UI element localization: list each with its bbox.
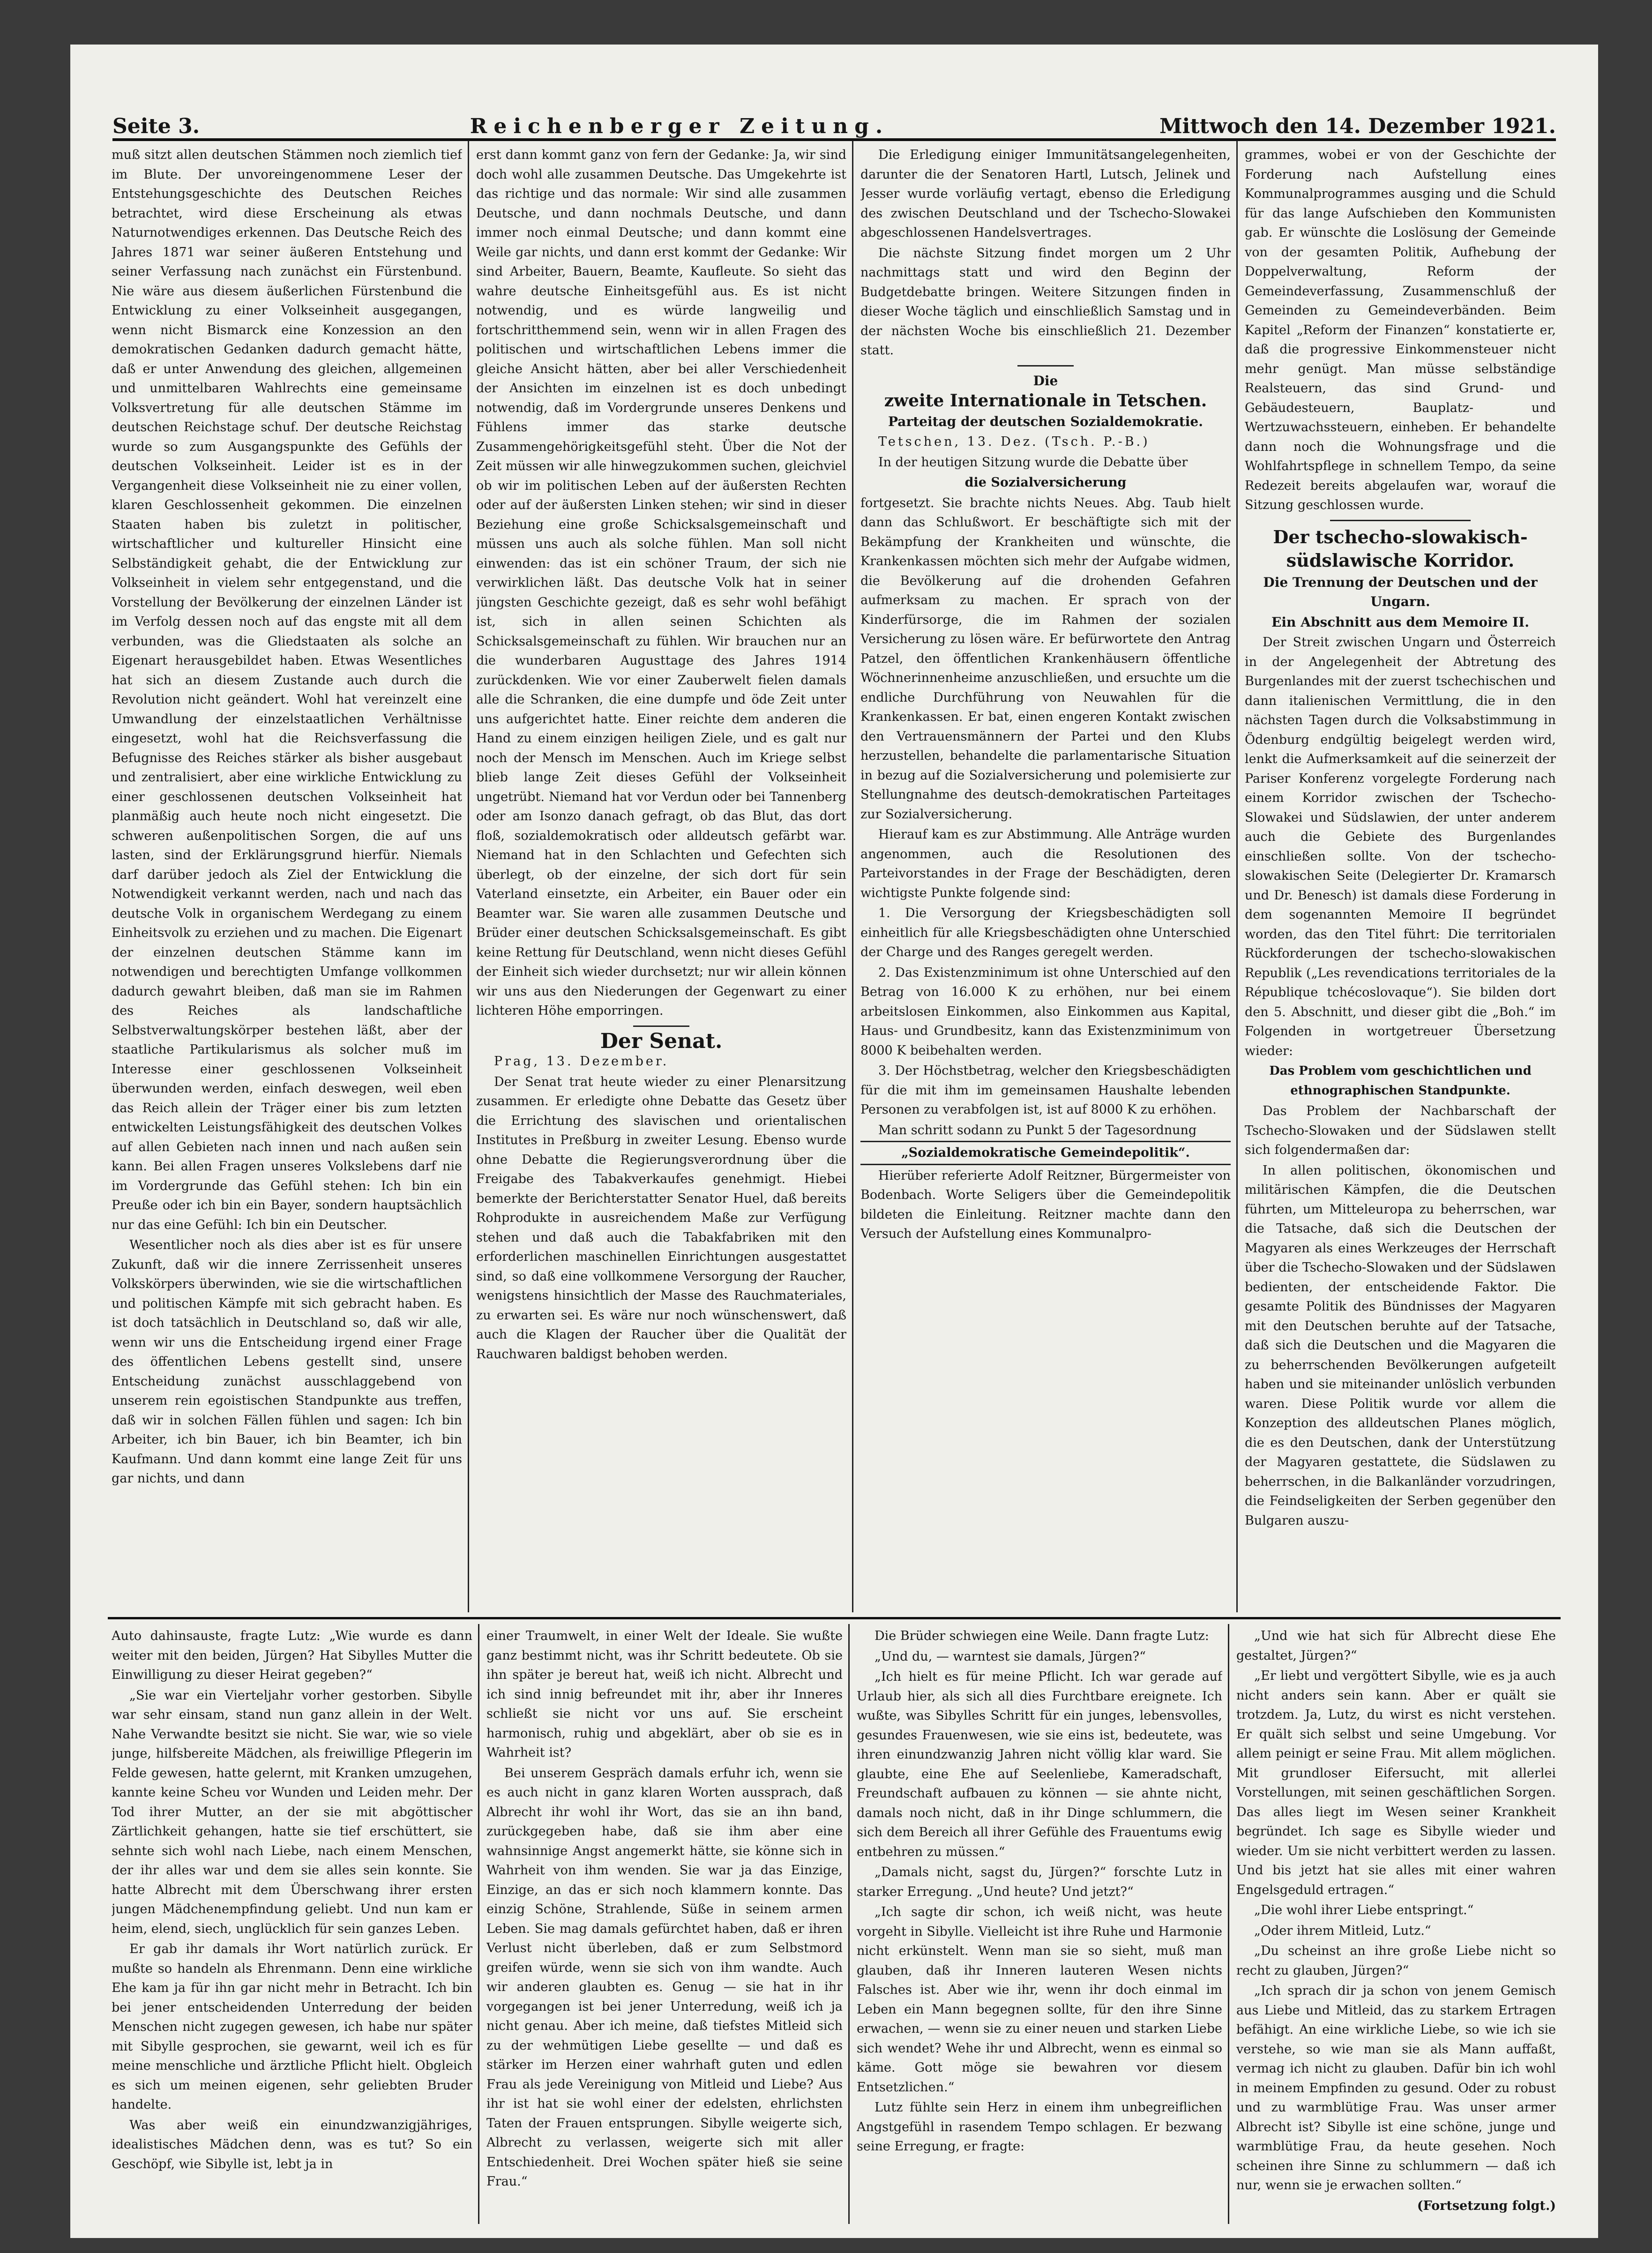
feuilleton-column-4	[1236, 1626, 1556, 2226]
article-paragraph: Wesentlicher noch als dies aber ist es für unsere Zukunft, daß wir die innere Zerrissenheit unseres Volkskörpers überwinden, wie sie die wirtschaftlichen und politischen Kämpfe mit sich gebracht haben. Es ist doch tatsächlich in Deutschland so, daß wir alle, wenn wir uns die Entscheidung irgend einer Frage des öffentlichen Lebens gestellt sind, unsere Entscheidung zunächst ausschlaggebend von unserem rein egoistischen Standpunkte aus treffen, daß wir in solchen Fällen fühlen und sagen: Ich bin Arbeiter, ich bin Bauer, ich bin Beamter, ich bin Kaufmann. Und dann kommt eine lange Zeit für uns gar nichts, und dann	[112, 1238, 462, 1486]
story-paragraph: „Er liebt und vergöttert Sibylle, wie es ja auch nicht anders sein kann. Aber er quält sie trotzdem. Ja, Lutz, du wirst es nicht verstehen. Er quält sich selbst und seine Umgebung. Vor allem peinigt er seine Frau. Mit allem möglichen. Mit grundloser Eifersucht, mit allerlei Vorstellungen, mit seinen geschäftlichen Sorgen. Das alles liegt im Wesen seiner Krankheit begründet. Ich sage es Sibylle wieder und wieder. Um sie nicht verbittert werden zu lassen. Und bis jetzt hat sie alles mit einer wahren Engelsgeduld ertragen.“	[1236, 1669, 1556, 1897]
feuilleton-divider	[108, 1617, 1561, 1619]
article-paragraph: grammes, wobei er von der Geschichte der Forderung nach Aufstellung eines Kommunalprogrammes ausging und die Schuld für das lange Aufschieben den Kommunisten gab. Er wünschte die Loslösung der Gemeinde von der gesamten Politik, Aufhebung der Doppelverwaltung, Reform der Gemeindeverfassung, Zusammenschluß der Gemeinden zu Gemeindeverbänden. Beim Kapitel „Reform der Finanzen“ konstatierte er, daß die progressive Einkommensteuer nicht mehr genügt. Man müsse selbständige Realsteuern, das sind Grund- und Gebäudesteuern, Bauplatz- und Wertzuwachssteuern, einheben. Er behandelte dann noch die Wohnungsfrage und die Wohlfahrtspflege in schnellem Tempo, da seine Redezeit bereits abgelaufen war, worauf die Sitzung geschlossen wurde.	[1245, 148, 1556, 512]
story-paragraph: „Damals nicht, sagst du, Jürgen?“ forschte Lutz in starker Erregung. „Und heute? Und jetzt?“	[857, 1865, 1222, 1899]
article-paragraph: In der heutigen Sitzung wurde die Debatte über	[878, 455, 1188, 470]
article-paragraph: In allen politischen, ökonomischen und militärischen Kämpfen, die die Deutschen führten, um Mitteleuropa zu beherrschen, war die Tatsache, daß sich die Deutschen der Magyaren als eines Werkzeuges der Herrschaft über die Tschecho-Slowaken und der Südslawen bedienten, der entscheidende Faktor. Die gesamte Politik des Bündnisses der Magyaren mit den Deutschen beruhte auf der Tatsache, daß sich die Deutschen und die Magyaren die zu beherrschenden Bevölkerungen aufgeteilt haben und sie miteinander unlöslich verbunden waren. Diese Politik wurde vor allem die Konzeption des alldeutschen Planes möglich, die es den Deutschen, dank der Unterstützung der Magyaren gestattete, die Südslawen zu beherrschen, in die Balkanländer vorzudringen, die Feindseligkeiten der Serben gegenüber den Bulgaren auszu-	[1245, 1163, 1556, 1528]
section-divider	[1017, 365, 1074, 367]
column-rule	[1228, 1624, 1229, 2224]
feuilleton-column-3	[857, 1626, 1222, 2226]
continuation-note: (Fortsetzung folgt.)	[1417, 2198, 1556, 2213]
story-paragraph: einer Traumwelt, in einer Welt der Ideale. Sie wußte ganz bestimmt nicht, was ihr Schritt bedeutete. Ob sie ihn später je bereut hat, weiß ich nicht. Albrecht und ich sind innig befreundet mit ihr, aber ihr Inneres schließt sie nicht vor uns auf. Sie erscheint harmonisch, ruhig und abgeklärt, aber ob sie es in Wahrheit ist?	[486, 1629, 843, 1760]
article-paragraph: 1. Die Versorgung der Kriegsbeschädigten soll einheitlich für alle Kriegsbeschädigten ohne Unterschied der Charge und des Ranges geregelt werden.	[860, 906, 1231, 959]
page-number: Seite 3.	[112, 114, 200, 138]
story-paragraph: Lutz fühlte sein Herz in einem ihm unbegreiflichen Angstgefühl in rasendem Tempo schlagen. Er bezwang seine Erregung, er fragte:	[857, 2100, 1222, 2154]
topic-line: die Sozialversicherung	[964, 475, 1127, 490]
story-paragraph: Was aber weiß ein einundzwanzigjähriges, idealistisches Mädchen denn, was es tut? So ein Geschöpf, wie Sibylle ist, lebt ja in	[112, 2118, 472, 2171]
story-paragraph: „Oder ihrem Mitleid, Lutz.“	[1254, 1923, 1431, 1938]
article-paragraph: Der Senat trat heute wieder zu einer Plenarsitzung zusammen. Er erledigte ohne Debatte das Gesetz über die Errichtung des slavischen und orientalischen Institutes in Preßburg in zweiter Lesung. Ebenso wurde ohne Debatte die Regierungsverordnung über die Freigabe des Tabakverkaufes genehmigt. Hiebei bemerkte der Berichterstatter Senator Huel, daß bereits Rohprodukte in ausreichendem Maße zur Verfügung stehen und daß auch die Tabakfabriken mit den erforderlichen maschinellen Einrichtungen ausgestattet sind, so daß eine vollkommene Versorgung der Raucher, wenigstens hinsichtlich der Masse des Rauchmateriales, zu erwarten sei. Es wäre nur noch wünschenswert, daß auch die Klagen der Raucher über die Qualität der Rauchwaren baldigst behoben werden.	[476, 1074, 846, 1362]
story-paragraph: „Ich hielt es für meine Pflicht. Ich war gerade auf Urlaub hier, als sich all dies Furchtbare ereignete. Ich wußte, was Sibylles Schritt für ein junges, lebensvolles, gesundes Frauenwesen, wie sie eins ist, bedeutete, was ihren einundzwanzig Jahren nicht völlig klar ward. Sie glaubte, eine Ehe auf Seelenliebe, Kameradschaft, Freundschaft aufbauen zu können — sie ahnte nicht, damals noch nicht, daß in ihr Dinge schlummern, die sich dem Bereich all ihrer Gefühle des Frauentums ewig entbehren zu müssen.“	[857, 1669, 1222, 1859]
story-paragraph: „Und wie hat sich für Albrecht diese Ehe gestaltet, Jürgen?“	[1236, 1629, 1556, 1663]
section-subheading: Das Problem vom geschichtlichen und ethnographischen Standpunkte.	[1269, 1064, 1532, 1098]
story-paragraph: „Ich sprach dir ja schon von jenem Gemisch aus Liebe und Mitleid, das zu starkem Ertragen befähigt. An eine wirkliche Liebe, so wie ich sie verstehe, so wie man sie als Mann auffaßt, vermag ich nicht zu glauben. Dafür bin ich wohl in meinem Empfinden zu gesund. Oder zu robust und zu warmblütige Frau. Was unser armer Albrecht ist? Sibylle ist eine schöne, junge und warmblütige Frau, da heute gesehen. Noch scheinen ihre Sinne zu schlummern — daß ich nur, wenn sie je erwachen sollten.“	[1236, 1984, 1556, 2193]
boxed-topic: „Sozialdemokratische Gemeindepolitik“.	[860, 1141, 1231, 1165]
article-paragraph: fortgesetzt. Sie brachte nichts Neues. Abg. Taub hielt dann das Schlußwort. Er beschäftigte sich mit der Bekämpfung der Krankheiten und wünschte, die Krankenkassen möchten sich mehr der Aufgabe widmen, die Bevölkerung auf die drohenden Gefahren aufmerksam zu machen. Er sprach von der Kinderfürsorge, die im Rahmen der sozialen Versicherung zu lösen wäre. Er befürwortete den Antrag Patzel, den öffentlichen Krankenhäusern öffentliche Wöchnerinnenheime anzuschließen, und ersuchte um die endliche Durchführung von Neuwahlen für die Krankenkassen. Er bat, einen engeren Kontakt zwischen den Vertrauensmännern der Partei und den Klubs herzustellen, behandelte die parlamentarische Situation in bezug auf die Sozialversicherung und polemisierte zur Stellungnahme des deutsch-demokratischen Parteitages zur Sozialversicherung.	[860, 495, 1231, 822]
article-paragraph: Der Streit zwischen Ungarn und Österreich in der Angelegenheit der Abtretung des Burgenlandes mit der zuerst tschechischen und dann italienischen Vermittlung, die in den nächsten Tagen durch die Volksabstimmung in Ödenburg endgültig beigelegt werden wird, lenkt die Aufmerksamkeit auf die seinerzeit der Pariser Konferenz vorgelegte Forderung nach einem Korridor zwischen der Tschecho-Slowakei und Südslawien, der unter anderem auch die Gebiete des Burgenlandes einschließen sollte. Von der tschecho-slowakischen Seite (Delegierter Dr. Kramarsch und Dr. Benesch) ist damals diese Forderung in dem sogenannten Memoire II begründet worden, das den Titel führt: Die territorialen Rückforderungen der tschecho-slowakischen Republik („Les revendications territoriales de la République tchécoslovaque“). Sie bilden dort den 5. Abschnitt, und dieser gibt die „Boh.“ im Folgenden in wortgetreuer Übersetzung wieder:	[1245, 635, 1556, 1058]
story-paragraph: Bei unserem Gespräch damals erfuhr ich, wenn sie es auch nicht in ganz klaren Worten aussprach, daß Albrecht ihr wohl ihr Wort, das sie an ihn band, zurückgegeben habe, daß sie ihm aber eine wahnsinnige Angst angemerkt hätte, sie könne sich in Wahrheit von ihm wenden. Sie war ja das Einzige, Einzige, an das er sich noch klammern konnte. Das einzig Schöne, Strahlende, Süße in seinem armen Leben. Sie mag damals gefürchtet haben, daß er ihren Verlust nicht überleben, daß er zum Selbstmord greifen würde, wenn sie sich von ihm wandte. Auch wir anderen glaubten es. Genug — sie hat in ihr vorgegangen ist bei jener Unterredung, weiß ich ja nicht genau. Aber ich meine, daß tiefstes Mitleid sich zu der wehmütigen Liebe gesellte — und daß es stärker im Herzen einer wahrhaft guten und edlen Frau als jede Vereinigung von Mitleid und Liebe? Aus ihr ist hat sie wohl einer der edelsten, ehrlichsten Taten der Frauen entsprungen. Sibylle weigerte sich, Albrecht zu verlassen, weigerte sich mit aller Entschiedenheit. Drei Wochen später hieß sie seine Frau.“	[486, 1766, 843, 2189]
story-paragraph: „Die wohl ihrer Liebe entspringt.“	[1254, 1903, 1474, 1917]
column-rule	[852, 141, 853, 1612]
story-paragraph: „Du scheinst an ihre große Liebe nicht so recht zu glauben, Jürgen?“	[1236, 1944, 1556, 1978]
story-paragraph: „Sie war ein Vierteljahr vorher gestorben. Sibylle war sehr einsam, stand nun ganz allein in der Welt. Nahe Verwandte besitzt sie nicht. Sie war, wie so viele junge, hilfsbereite Mädchen, als freiwillige Pflegerin im Felde gewesen, hatte gelernt, mit Kranken umzugehen, kannte keine Scheu vor Wunden und Leiden mehr. Der Tod ihrer Mutter, an der sie mit abgöttischer Zärtlichkeit gehangen, hatte sie tief erschüttert, sie sehnte sich wohl nach Liebe, nach einem Menschen, der ihr alles war und dem sie alles sein konnte. Sie hatte Albrecht mit dem Überschwang ihrer ersten jungen Mädchenempfindung geliebt. Und nun kam er heim, elend, siech, unglücklich für sein ganzes Leben.	[112, 1688, 472, 1936]
feuilleton-column-2	[486, 1626, 843, 2226]
masthead	[112, 105, 1556, 141]
internationale-subheadline: Parteitag der deutschen Sozialdemokratie.	[888, 413, 1203, 429]
article-column-1	[112, 145, 462, 1612]
korridor-subheadline: Ein Abschnitt aus dem Memoire II.	[1271, 614, 1529, 630]
column-rule	[848, 1624, 850, 2224]
column-rule	[468, 141, 469, 1612]
section-divider	[1330, 520, 1471, 521]
internationale-dateline: Tetschen, 13. Dez. (Tsch. P.-B.)	[878, 434, 1150, 449]
story-paragraph: „Ich sagte dir schon, ich weiß nicht, was heute vorgeht in Sibylle. Vielleicht ist ihre Ruhe und Harmonie nicht erkünstelt. Wenn man sie so sieht, muß man glauben, daß ihr Inneren lauteren Wesen nichts Falsches ist. Aber wie ihr, wenn ihr doch einmal im Leben ein Mann begegnen sollte, für den ihre Sinne erwachen, — wenn sie zu einer neuen und starken Liebe sich wendet? Wehe ihr und Albrecht, wenn es einmal so käme. Gott möge sie bewahren vor diesem Entsetzlichen.“	[857, 1905, 1222, 2095]
story-paragraph: Die Brüder schwiegen eine Weile. Dann fragte Lutz:	[875, 1629, 1209, 1643]
korridor-headline: Der tschecho-slowakisch-	[1273, 526, 1528, 547]
newspaper-page	[70, 45, 1598, 2238]
article-paragraph: Die Erledigung einiger Immunitätsangelegenheiten, darunter die der Senatoren Hartl, Lutsch, Jelinek und Jesser wurde vorläufig vertagt, ebenso die Erledigung des zwischen Deutschland und der Tschecho-Slowakei abgeschlossenen Handelsvertrages.	[860, 148, 1231, 240]
internationale-headline: zweite Internationale in Tetschen.	[884, 391, 1207, 411]
korridor-headline: südslawische Korridor.	[1286, 549, 1515, 571]
article-paragraph: Man schritt sodann zu Punkt 5 der Tagesordnung	[878, 1123, 1197, 1138]
article-column-2	[476, 145, 846, 1612]
article-paragraph: Die nächste Sitzung findet morgen um 2 Uhr nachmittags statt und wird den Beginn der Budgetdebatte bringen. Weitere Sitzungen finden in dieser Woche täglich und einschließlich Samstag und in der nächsten Woche bis einschließlich 21. Dezember statt.	[860, 246, 1231, 358]
article-column-3	[860, 145, 1231, 1612]
article-paragraph: 2. Das Existenzminimum ist ohne Unterschied auf den Betrag von 16.000 K zu erhöhen, nur bei einem arbeitslosen Einkommen, also Einkommen aus Kapital, Haus- und Grundbesitz, kann das Existenzminimum von 8000 K beibehalten werden.	[860, 965, 1231, 1058]
senat-headline: Der Senat.	[600, 1029, 723, 1053]
column-rule	[478, 1624, 479, 2224]
headline-kicker: Die	[1033, 373, 1058, 389]
article-paragraph: Hierauf kam es zur Abstimmung. Alle Anträge wurden angenommen, auch die Resolutionen des Parteivorstandes in der Frage der Beschädigten, deren wichtigste Punkte folgende sind:	[860, 827, 1231, 900]
issue-date: Mittwoch den 14. Dezember 1921.	[1159, 114, 1556, 138]
story-paragraph: Er gab ihr damals ihr Wort natürlich zurück. Er mußte so handeln als Ehrenmann. Denn eine wirkliche Ehe kam ja für ihn gar nicht mehr in Betracht. Ich bin bei jener entscheidenden Unterredung der beiden Menschen nicht zugegen gewesen, ich habe nur später mit Sibylle gesprochen, sie gewarnt, weil ich es für meine menschliche und ärztliche Pflicht hielt. Obgleich es sich um meinen eigenen, sehr geliebten Bruder handelte.	[112, 1942, 472, 2112]
article-paragraph: muß sitzt allen deutschen Stämmen noch ziemlich tief im Blute. Der unvoreingenommene Leser der Entstehungsgeschichte des Deutschen Reiches betrachtet, wird diese Erscheinung als etwas Naturnotwendiges erkennen. Das Deutsche Reich des Jahres 1871 war seiner äußeren Entstehung und seiner Verfassung nach zunächst ein Fürstenbund. Nie wäre aus diesem äußerlichen Fürstenbund die Entwicklung zu einer Volkseinheit ausgegangen, wenn nicht Bismarck eine Konzession an den demokratischen Gedanken dadurch gemacht hätte, daß er unter Anwendung des gleichen, allgemeinen und unmittelbaren Wahlrechts eine gemeinsame Volksvertretung für alle deutschen Stämme im deutschen Reichstage schuf. Der deutsche Reichstag wurde so zum Ausgangspunkte des Gefühls der deutschen Volkseinheit. Leider ist es in der Vergangenheit diese Volkseinheit nie zu einer vollen, klaren Geschlossenheit gekommen. Die einzelnen Staaten haben bis zuletzt in politischer, wirtschaftlicher und kultureller Hinsicht eine Selbständigkeit gehabt, die der Entwicklung zur Volkseinheit in vielem sehr entgegenstand, und die Vorstellung der Bevölkerung der einzelnen Länder ist im Verfolg dessen noch auf das engste mit all dem verbunden, was die Gliedstaaten als solche an Eigenart herausgebildet haben. Etwas Wesentliches hat sich an diesem Zustande auch durch die Revolution nicht geändert. Wohl hat vereinzelt eine Umwandlung der einzelstaatlichen Verhältnisse eingesetzt, wohl hat die Reichsverfassung die Befugnisse des Reiches stärker als bisher ausgebaut und zentralisiert, aber eine wirkliche Entwicklung zu einer geschlossenen deutschen Volkseinheit hat planmäßig auch heute noch nicht eingesetzt. Die schweren außenpolitischen Sorgen, die auf uns lasten, sind der Erklärungsgrund hierfür. Niemals darf darüber jedoch als Ziel der Entwicklung die Notwendigkeit verkannt werden, nach und nach das deutsche Volk in organischem Werdegang zu einem Einheitsvolk zu erziehen und zu machen. Die Eigenart der einzelnen deutschen Stämme kann im notwendigen und berechtigten Umfange vollkommen dadurch gewahrt bleiben, daß man sie im Rahmen des Reiches als landschaftliche Selbstverwaltungskörper bestehen läßt, aber der staatliche Partikularismus als solcher muß im Interesse einer geschlossenen Volkseinheit überwunden werden, einfach deswegen, weil eben das Reich allein der Träger einer bis zum letzten entwickelten Leistungsfähigkeit des deutschen Volkes auf allen Gebieten nach innen und nach außen sein kann. Bei allen Fragen unseres Volkslebens darf nie im Vordergrunde das Gefühl stehen: Ich bin ein Preuße oder ich bin ein Bayer, sondern hauptsächlich nur das eine Gefühl: Ich bin ein Deutscher.	[112, 148, 462, 1232]
article-paragraph: Hierüber referierte Adolf Reitzner, Bürgermeister von Bodenbach. Worte Seligers über die Gemeindepolitik bildeten die Einleitung. Reitzner machte dann den Versuch der Aufstellung eines Kommunalpro-	[860, 1168, 1231, 1241]
story-paragraph: „Und du, — warntest sie damals, Jürgen?“	[875, 1649, 1146, 1664]
article-paragraph: Das Problem der Nachbarschaft der Tschecho-Slowaken und der Südslawen stellt sich folgendermaßen dar:	[1245, 1104, 1556, 1157]
feuilleton-column-1	[112, 1626, 472, 2226]
article-paragraph: erst dann kommt ganz von fern der Gedanke: Ja, wir sind doch wohl alle zusammen Deutsche. Das Umgekehrte ist das richtige und das normale: Wir sind alle zusammen Deutsche, und dann nochmals Deutsche, und dann immer noch einmal Deutsche; und dann kommt eine Weile gar nichts, und dann erst kommt der Gedanke: Wir sind Arbeiter, Bauern, Beamte, Kaufleute. So sieht das wahre deutsche Einheitsgefühl aus. Es ist nicht notwendig, und es würde langweilig und fortschritthemmend sein, wenn wir in allen Fragen des politischen und wirtschaftlichen Lebens immer die gleiche Ansicht hätten, aber bei aller Verschiedenheit der Ansichten im einzelnen ist es doch unbedingt notwendig, daß im Vordergrunde unseres Denkens und Fühlens immer das starke deutsche Zusammengehörigkeitsgefühl steht. Über die Not der Zeit müssen wir alle hinwegzukommen suchen, gleichviel ob wir im politischen Leben auf der äußersten Rechten oder auf der äußersten Linken stehen; wir sind in dieser Beziehung eine große Schicksalsgemeinschaft und müssen uns auch als solche fühlen. Man soll nicht einwenden: das ist ein schöner Traum, der sich nie verwirklichen läßt. Das deutsche Volk hat in seiner jüngsten Geschichte gezeigt, daß es sehr wohl befähigt ist, sich in allen seinen Schichten als Schicksalsgemeinschaft zu fühlen. Wir brauchen nur an die wunderbaren Augusttage des Jahres 1914 zurückdenken. Wie vor einer Zauberwelt fielen damals alle die Schranken, die eine dumpfe und öde Zeit unter uns aufgerichtet hatte. Einer reichte dem anderen die Hand zu einem einzigen heiligen Ziele, und es galt nur noch der Mensch im Menschen. Auch im Kriege selbst blieb lange Zeit dieses Gefühl der Volkseinheit ungetrübt. Niemand hat vor Verdun oder bei Tannenberg oder am Isonzo danach gefragt, ob das Blut, das dort floß, sozialdemokratisch oder alldeutsch gefärbt war. Niemand hat in den Schlachten und Gefechten sich überlegt, ob der einzelne, der sich dort für sein Vaterland einsetzte, ein Arbeiter, ein Bauer oder ein Beamter war. Sie waren alle zusammen Deutsche und Brüder einer deutschen Schicksalsgemeinschaft. Es gibt keine Rettung für Deutschland, wenn nicht dieses Gefühl der Einheit sich wieder durchsetzt; nur wir allein können wir uns aus den Niederungen der Gegenwart zu einer lichteren Höhe emporringen.	[476, 148, 846, 1018]
senat-dateline: Prag, 13. Dezember.	[494, 1054, 669, 1069]
story-paragraph: Auto dahinsauste, fragte Lutz: „Wie wurde es dann weiter mit den beiden, Jürgen? Hat Sibylles Mutter die Einwilligung zu dieser Heirat gegeben?“	[112, 1629, 472, 1682]
newspaper-title: Reichenberger Zeitung.	[470, 114, 890, 138]
column-rule	[1236, 141, 1238, 1612]
article-paragraph: 3. Der Höchstbetrag, welcher den Kriegsbeschädigten für die mit ihm im gemeinsamen Haushalte lebenden Personen zu verabfolgen ist, ist auf 8000 K zu erhöhen.	[860, 1063, 1231, 1117]
section-divider	[633, 1025, 689, 1027]
korridor-subheadline: Die Trennung der Deutschen und der Ungarn.	[1263, 574, 1538, 609]
article-column-4	[1245, 145, 1556, 1612]
